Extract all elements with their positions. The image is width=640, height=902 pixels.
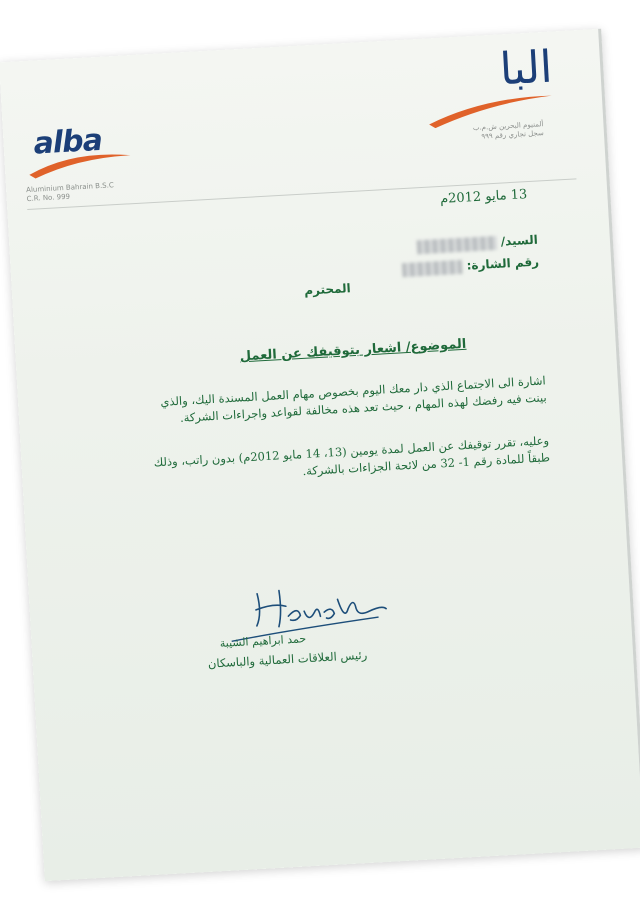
handwritten-signature	[226, 567, 390, 646]
signatory-title: رئيس العلاقات العمالية والباسكان	[207, 647, 368, 671]
company-name-en: Aluminium Bahrain B.S.C	[25, 181, 114, 195]
recipient-line	[410, 233, 538, 255]
logo-en-text: alba	[32, 122, 103, 162]
alba-logo-ar	[421, 42, 555, 129]
badge-label: رقم الشارة:	[466, 254, 540, 273]
company-info-ar	[473, 120, 544, 142]
paragraph-1: اشارة الى الاجتماع الذي دار معك اليوم بخصوص مهام العمل المسندة اليك، والذي بينت فيه رفضك لهذه المهام ، حيث تعد هذه مخالفة لقواعد واجراءات الشركة.	[160, 373, 547, 425]
logo-swoosh-en	[20, 117, 133, 183]
redacted-badge	[402, 259, 463, 276]
redacted-name	[416, 235, 497, 253]
recipient-label: السيد/	[500, 232, 539, 249]
logo-ar-text: البا	[498, 41, 554, 96]
respected-label: المحترم	[303, 281, 352, 298]
company-cr-en: C.R. No. 999	[26, 192, 71, 204]
letter-subject: الموضوع/ اشعار بتوقيفك عن العمل	[239, 336, 467, 365]
signatory-name: حمد ابراهيم الشيبة	[219, 632, 307, 650]
logo-swoosh-ar	[421, 42, 555, 129]
alba-logo-en	[20, 117, 133, 183]
company-cr-ar: سجل تجاري رقم ٩٩٩	[481, 129, 545, 141]
company-name-ar: ألمنيوم البحرين ش.م.ب	[472, 120, 544, 133]
letter-paper	[0, 29, 640, 881]
company-info-en	[26, 181, 115, 204]
paragraph-2: وعليه، تقرر توقيفك عن العمل لمدة يومين (13، 14 مايو 2012م) بدون راتب، وذلك طبقاً للمادة رقم 1- 32 من لائحة الجزاءات بالشركة.	[153, 433, 551, 479]
badge-line	[396, 255, 539, 277]
letter-date: 13 مايو 2012م	[439, 187, 528, 207]
